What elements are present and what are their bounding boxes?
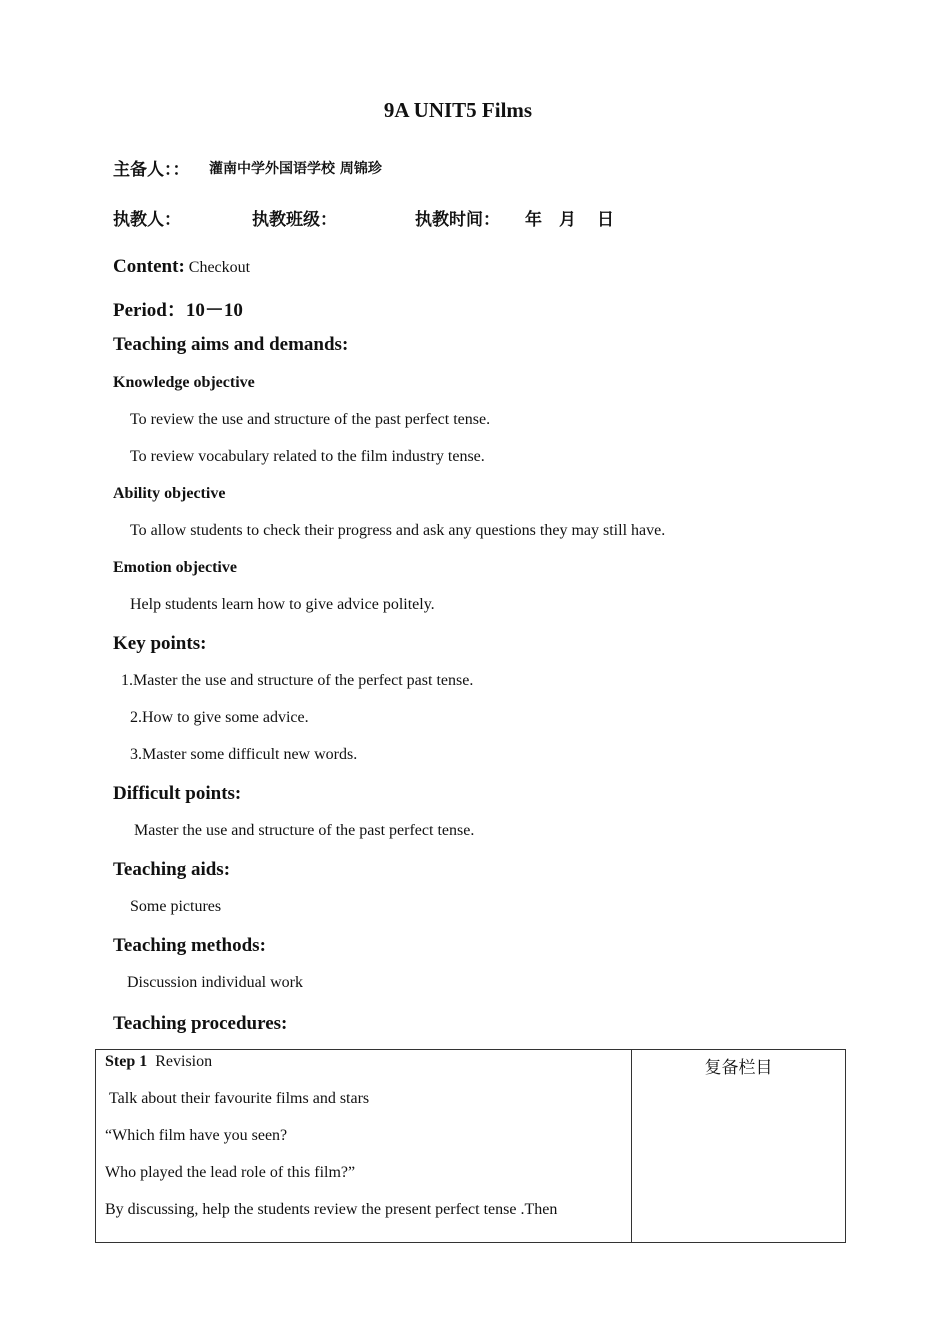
knowledge-heading: Knowledge objective bbox=[113, 374, 255, 391]
knowledge-item: To review vocabulary related to the film industry tense. bbox=[130, 448, 485, 465]
month-label: 月 bbox=[559, 210, 576, 230]
step-title: Revision bbox=[155, 1053, 213, 1070]
emotion-heading: Emotion objective bbox=[113, 559, 237, 576]
difficult-points-heading: Difficult points: bbox=[113, 783, 242, 804]
key-point-item: 3.Master some difficult new words. bbox=[130, 746, 358, 763]
ability-item: To allow students to check their progress and ask any questions they may still have. bbox=[130, 522, 666, 539]
step-heading bbox=[105, 1053, 212, 1071]
aids-heading: Teaching aids: bbox=[113, 859, 231, 880]
knowledge-item: To review the use and structure of the past perfect tense. bbox=[130, 411, 491, 428]
methods-heading: Teaching methods: bbox=[113, 935, 266, 956]
period-line: Period：10－10 bbox=[113, 300, 243, 321]
aids-text: Some pictures bbox=[130, 898, 222, 915]
key-point-item: 1.Master the use and structure of the perfect past tense. bbox=[121, 672, 474, 689]
methods-text: Discussion individual work bbox=[127, 974, 303, 991]
review-column-heading: 复备栏目 bbox=[704, 1058, 773, 1078]
column-divider bbox=[631, 1050, 632, 1242]
time-label: 执教时间： bbox=[415, 210, 500, 230]
procedure-line: Who played the lead role of this film?” bbox=[105, 1164, 356, 1181]
procedure-line: “Which film have you seen? bbox=[105, 1127, 288, 1144]
content-label: Content: bbox=[113, 256, 185, 277]
ability-heading: Ability objective bbox=[113, 485, 226, 502]
year-label: 年 bbox=[525, 210, 542, 230]
preparer-value: 灌南中学外国语学校 周锦珍 bbox=[209, 161, 382, 177]
step-label: Step 1 bbox=[105, 1053, 148, 1070]
content-line bbox=[113, 256, 250, 278]
class-label: 执教班级： bbox=[252, 210, 337, 230]
content-value: Checkout bbox=[188, 259, 251, 276]
day-label: 日 bbox=[597, 210, 614, 230]
procedures-table bbox=[95, 1049, 846, 1243]
emotion-item: Help students learn how to give advice politely. bbox=[130, 596, 435, 613]
key-points-heading: Key points: bbox=[113, 633, 207, 654]
difficult-points-text: Master the use and structure of the past perfect tense. bbox=[134, 822, 475, 839]
key-point-item: 2.How to give some advice. bbox=[130, 709, 309, 726]
preparer-label: 主备人：： bbox=[113, 160, 190, 180]
document-title: 9A UNIT5 Films bbox=[383, 98, 533, 122]
aims-heading: Teaching aims and demands: bbox=[113, 334, 349, 355]
procedure-line: By discussing, help the students review the present perfect tense .Then bbox=[105, 1201, 558, 1218]
teacher-label: 执教人： bbox=[113, 210, 181, 230]
procedure-line: Talk about their favourite films and stars bbox=[109, 1090, 370, 1107]
procedures-heading: Teaching procedures: bbox=[113, 1013, 288, 1034]
